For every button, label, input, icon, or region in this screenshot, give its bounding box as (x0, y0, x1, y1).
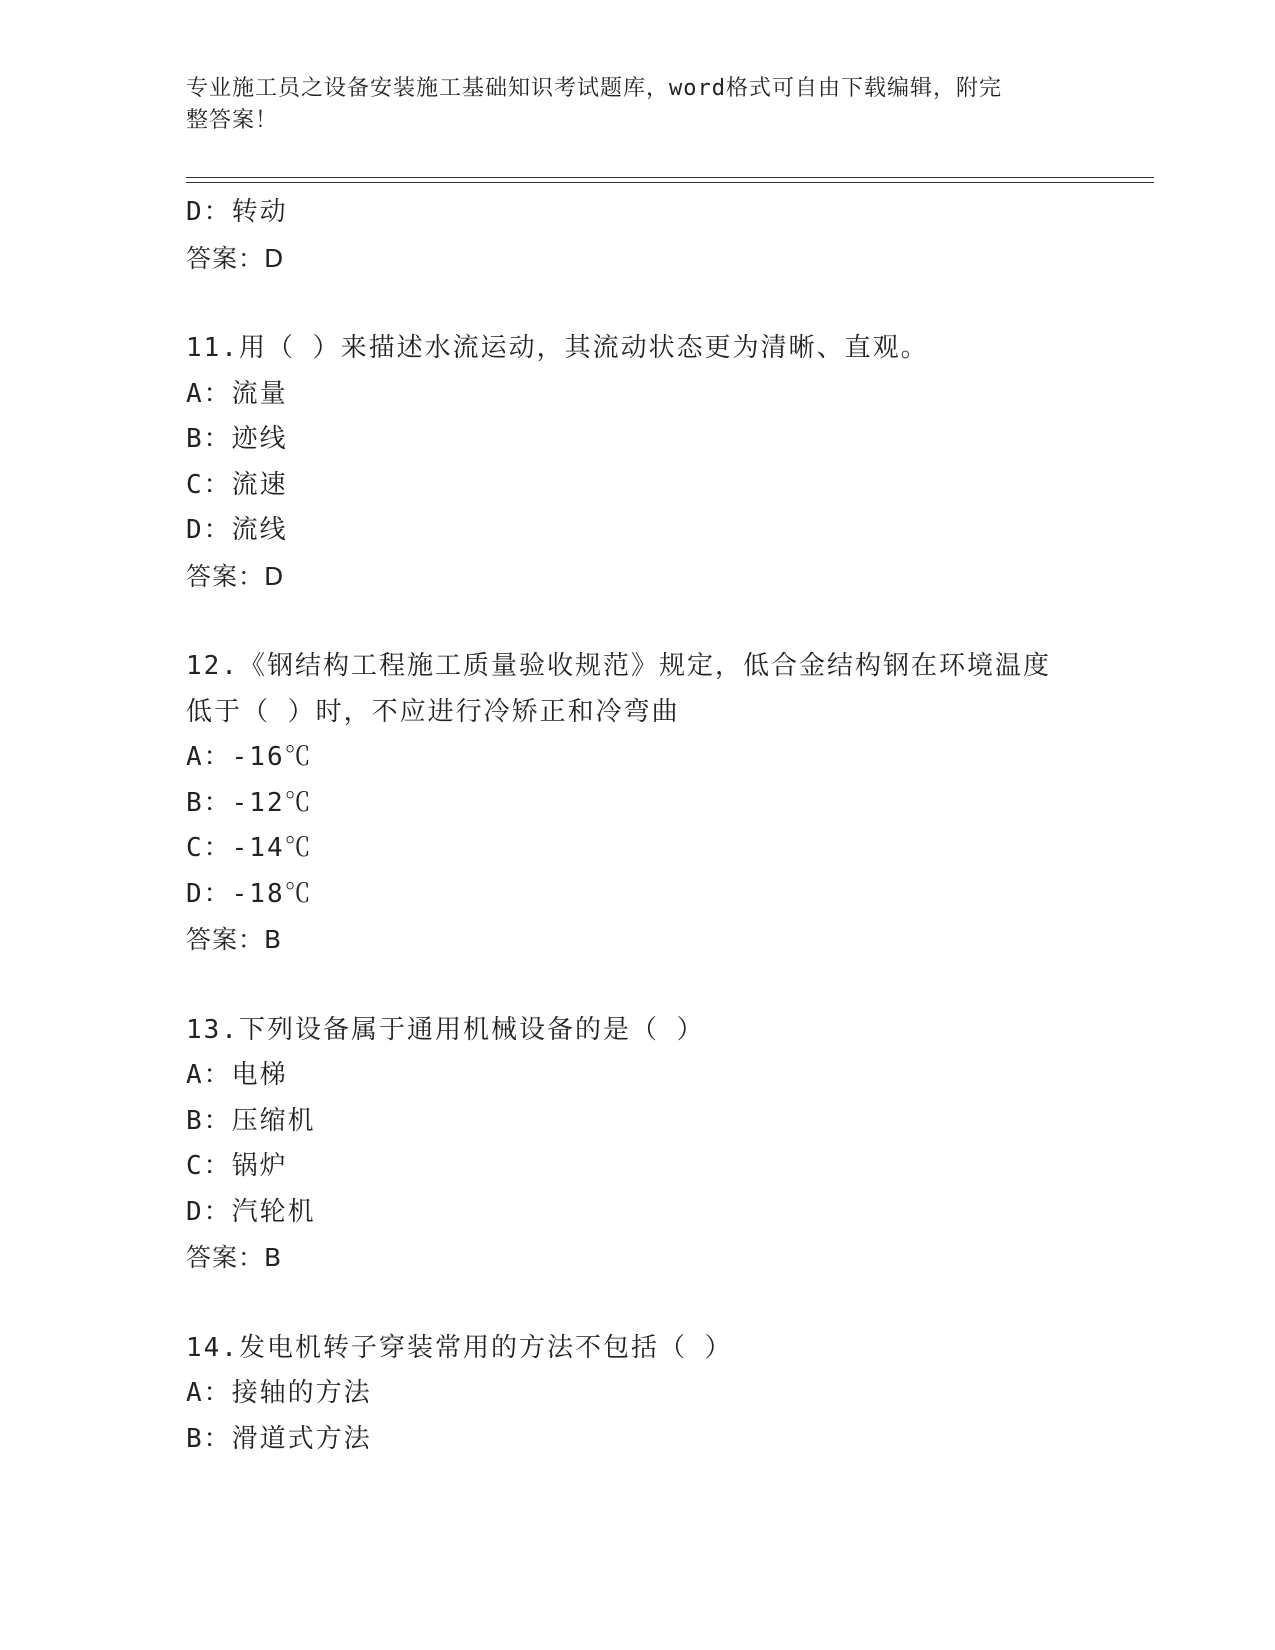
header-line-2: 整答案！ (186, 108, 279, 133)
answer-line: 答案：B (186, 1243, 283, 1272)
answer-line: 答案：D (186, 243, 285, 273)
question-stem: 11.用（ ）来描述水流运动，其流动状态更为清晰、直观。 (186, 333, 929, 363)
header-divider-bottom (186, 182, 1154, 183)
question-list (186, 190, 1154, 1462)
option-d: D：转动 (186, 197, 288, 227)
option-a: A：接轴的方法 (186, 1378, 372, 1408)
answer-line: 答案：B (186, 925, 283, 954)
question-stem: 13.下列设备属于通用机械设备的是（ ） (186, 1014, 705, 1045)
document-header (186, 73, 1066, 137)
question-13 (186, 1008, 1154, 1281)
option-b: B：迹线 (186, 424, 288, 454)
option-a: A：电梯 (186, 1060, 288, 1090)
question-11 (186, 326, 1154, 599)
option-d: D：汽轮机 (186, 1196, 316, 1227)
option-c: C：流速 (186, 469, 288, 500)
option-b: B：-12℃ (186, 787, 313, 818)
option-b: B：滑道式方法 (186, 1423, 372, 1454)
answer-line: 答案：D (186, 561, 285, 591)
question-stem-continued: 低于（ ）时，不应进行冷矫正和冷弯曲 (186, 696, 680, 727)
header-line-1: 专业施工员之设备安装施工基础知识考试题库，word格式可自由下载编辑，附完 (186, 76, 1002, 101)
option-d: D：流线 (186, 515, 288, 545)
option-a: A：-16℃ (186, 742, 313, 772)
question-stem: 14.发电机转子穿装常用的方法不包括（ ） (186, 1332, 733, 1363)
option-b: B：压缩机 (186, 1105, 316, 1136)
previous-question-tail (186, 190, 1154, 281)
option-c: C：-14℃ (186, 833, 313, 863)
option-c: C：锅炉 (186, 1151, 288, 1181)
header-divider-top (186, 177, 1154, 178)
option-a: A：流量 (186, 378, 288, 409)
question-stem: 12.《钢结构工程施工质量验收规范》规定，低合金结构钢在环境温度 (186, 651, 1051, 681)
question-12 (186, 644, 1154, 963)
question-14 (186, 1326, 1154, 1463)
option-d: D：-18℃ (186, 878, 313, 909)
